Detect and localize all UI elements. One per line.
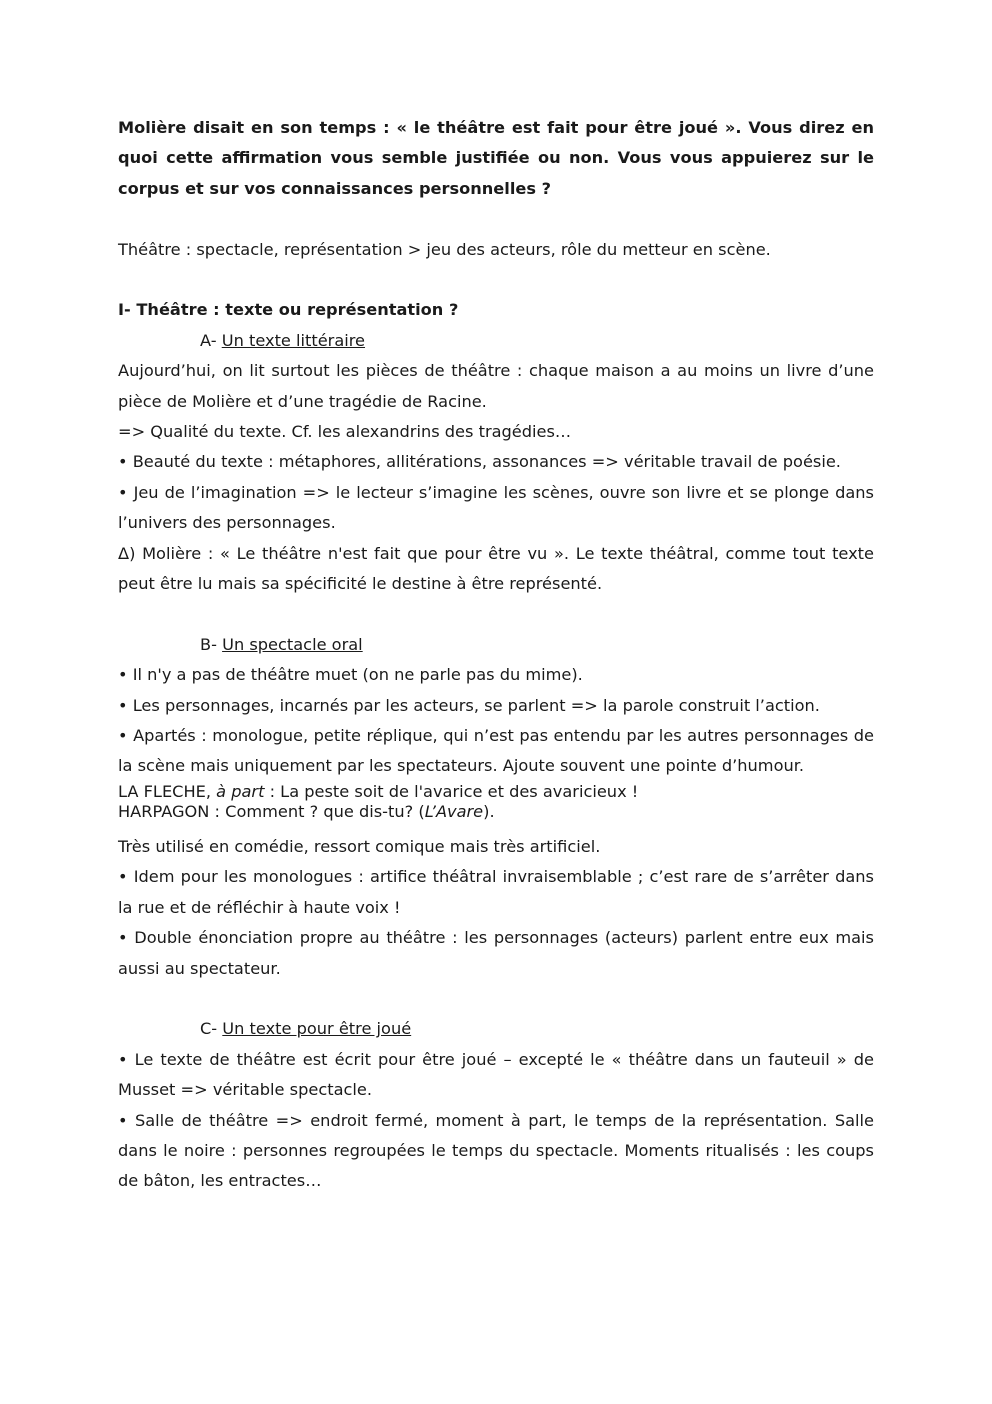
- work-title: L’Avare: [424, 801, 484, 821]
- section-c-bullet: • Le texte de théâtre est écrit pour être joué – excepté le « théâtre dans un fauteuil » de Musset => véritable spectacle.: [118, 1049, 874, 1100]
- section-a-title: Un texte littéraire: [221, 330, 366, 350]
- section-b-bullet: • Idem pour les monologues : artifice théâtral invraisemblable ; c’est rare de s’arrêter dans la rue et de réfléchir à haute voix !: [118, 867, 874, 917]
- section-c-title: Un texte pour être joué: [222, 1019, 412, 1039]
- section-b-title: Un spectacle oral: [222, 634, 363, 654]
- stage-direction: à part: [216, 781, 265, 801]
- spacer: [118, 599, 874, 629]
- section-c-heading: [118, 1014, 874, 1044]
- spacer: [118, 265, 874, 295]
- part-one-heading: I- Théâtre : texte ou représentation ?: [118, 300, 459, 320]
- section-b-paragraph: Très utilisé en comédie, ressort comique mais très artificiel.: [118, 836, 601, 856]
- dialog-excerpt: [118, 782, 874, 822]
- section-c-prefix: C-: [200, 1019, 223, 1039]
- section-c-bullet: • Salle de théâtre => endroit fermé, moment à part, le temps de la représentation. Salle dans le noire : personnes regroupées le temps du spectacle. Moments ritualisés : les coups de bâton, les entractes…: [118, 1110, 874, 1191]
- theatre-definition: Théâtre : spectacle, représentation > jeu des acteurs, rôle du metteur en scène.: [118, 239, 771, 259]
- essay-question: Molière disait en son temps : « le théâtre est fait pour être joué ». Vous direz en quoi cette affirmation vous semble justifiée ou non. Vous vous appuierez sur le corpus et sur vos connaissances personnelles ?: [118, 118, 874, 198]
- section-a-bullet: • Beauté du texte : métaphores, allitérations, assonances => véritable travail de poésie.: [118, 452, 841, 472]
- document-page: [118, 113, 874, 1197]
- dialog-text-end: ).: [483, 801, 495, 821]
- section-b-heading: [118, 630, 874, 660]
- dialog-text: HARPAGON : Comment ? que dis-tu? (: [118, 801, 425, 821]
- section-b-bullet: • Double énonciation propre au théâtre : les personnages (acteurs) parlent entre eux mais aussi au spectateur.: [118, 928, 874, 978]
- section-a-prefix: A-: [200, 330, 222, 350]
- section-a-heading: [118, 326, 874, 356]
- dialog-speaker: LA FLECHE,: [118, 781, 217, 801]
- section-a-bullet: • Jeu de l’imagination => le lecteur s’imagine les scènes, ouvre son livre et se plonge dans l’univers des personnages.: [118, 482, 874, 533]
- section-b-prefix: B-: [200, 634, 223, 654]
- spacer: [118, 984, 874, 1014]
- section-b-bullet: • Il n'y a pas de théâtre muet (on ne parle pas du mime).: [118, 665, 583, 685]
- spacer: [118, 204, 874, 234]
- section-a-paragraph: Δ) Molière : « Le théâtre n'est fait que pour être vu ». Le texte théâtral, comme tout texte peut être lu mais sa spécificité le destine à être représenté.: [118, 543, 874, 594]
- dialog-line-harpagon: [118, 802, 874, 822]
- section-b-bullet: • Apartés : monologue, petite réplique, qui n’est pas entendu par les autres personnages de la scène mais uniquement par les spectateurs. Ajoute souvent une pointe d’humour.: [118, 726, 874, 776]
- section-a-paragraph: => Qualité du texte. Cf. les alexandrins des tragédies…: [118, 422, 572, 442]
- section-a-paragraph: Aujourd’hui, on lit surtout les pièces de théâtre : chaque maison a au moins un livre d’une pièce de Molière et d’une tragédie de Racine.: [118, 361, 874, 411]
- dialog-line-la-fleche: [118, 782, 874, 802]
- section-b-bullet: • Les personnages, incarnés par les acteurs, se parlent => la parole construit l’action.: [118, 695, 820, 715]
- dialog-text: : La peste soit de l'avarice et des avaricieux !: [264, 781, 639, 801]
